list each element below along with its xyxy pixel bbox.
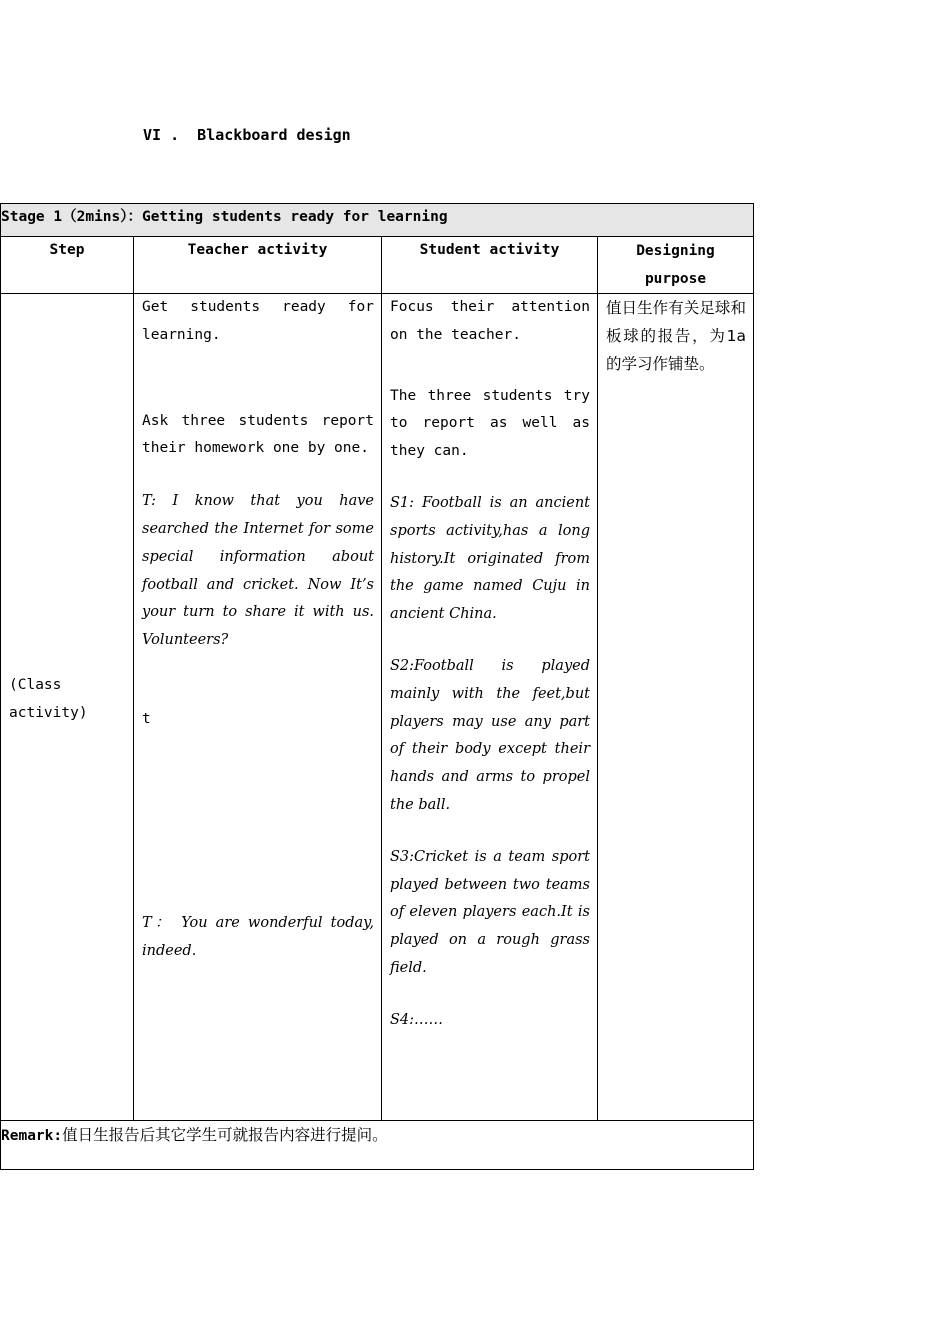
step-text: (Class activity) (9, 677, 88, 721)
header-student-activity: Student activity (382, 237, 598, 294)
header-step: Step (1, 237, 134, 294)
remark-label: Remark: (1, 1128, 63, 1144)
teacher-activity-cell (134, 294, 382, 1121)
designing-purpose-cell (598, 294, 754, 1121)
header-designing-purpose: Designing purpose (598, 237, 754, 294)
student-activity-cell (382, 294, 598, 1121)
activity-row (1, 294, 754, 1121)
header-teacher-activity: Teacher activity (134, 237, 382, 294)
header-row (1, 237, 754, 294)
remark-text: 值日生报告后其它学生可就报告内容进行提问。 (62, 1126, 388, 1144)
section-heading: VI . Blackboard design (143, 126, 351, 144)
student-p1: Focus their attention on the teacher. (390, 299, 590, 343)
lesson-plan-table (0, 203, 754, 1170)
teacher-p5: T： You are wonderful today, indeed. (142, 914, 374, 959)
stage-title: Stage 1（2mins）：Getting students ready for learning (1, 204, 754, 237)
student-s2: S2:Football is played mainly with the feet,but players may use any part of their body except their hands and arms to propel the ball. (390, 657, 590, 813)
teacher-p3: T: I know that you have searched the Internet for some special information about football and cricket. Now It’s your turn to share it with us. Volunteers? (142, 493, 374, 649)
step-cell (1, 294, 134, 1121)
remark-cell (1, 1121, 754, 1170)
student-s3: S3:Cricket is a team sport played between two teams of eleven players each.It is played on a rough grass field. (390, 848, 590, 976)
stage-row (1, 204, 754, 237)
teacher-p1: Get students ready for learning. (142, 299, 374, 343)
teacher-p4: t (142, 710, 151, 727)
purpose-text: 值日生作有关足球和板球的报告，为1a的学习作铺垫。 (606, 299, 746, 373)
student-s4: S4:…… (390, 1011, 444, 1028)
remark-row (1, 1121, 754, 1170)
student-p2: The three students try to report as well as they can. (390, 387, 590, 460)
student-s1: S1: Football is an ancient sports activity,has a long history.It originated from the game named Cuju in ancient China. (390, 494, 590, 623)
teacher-p2: Ask three students report their homework one by one. (142, 412, 374, 457)
